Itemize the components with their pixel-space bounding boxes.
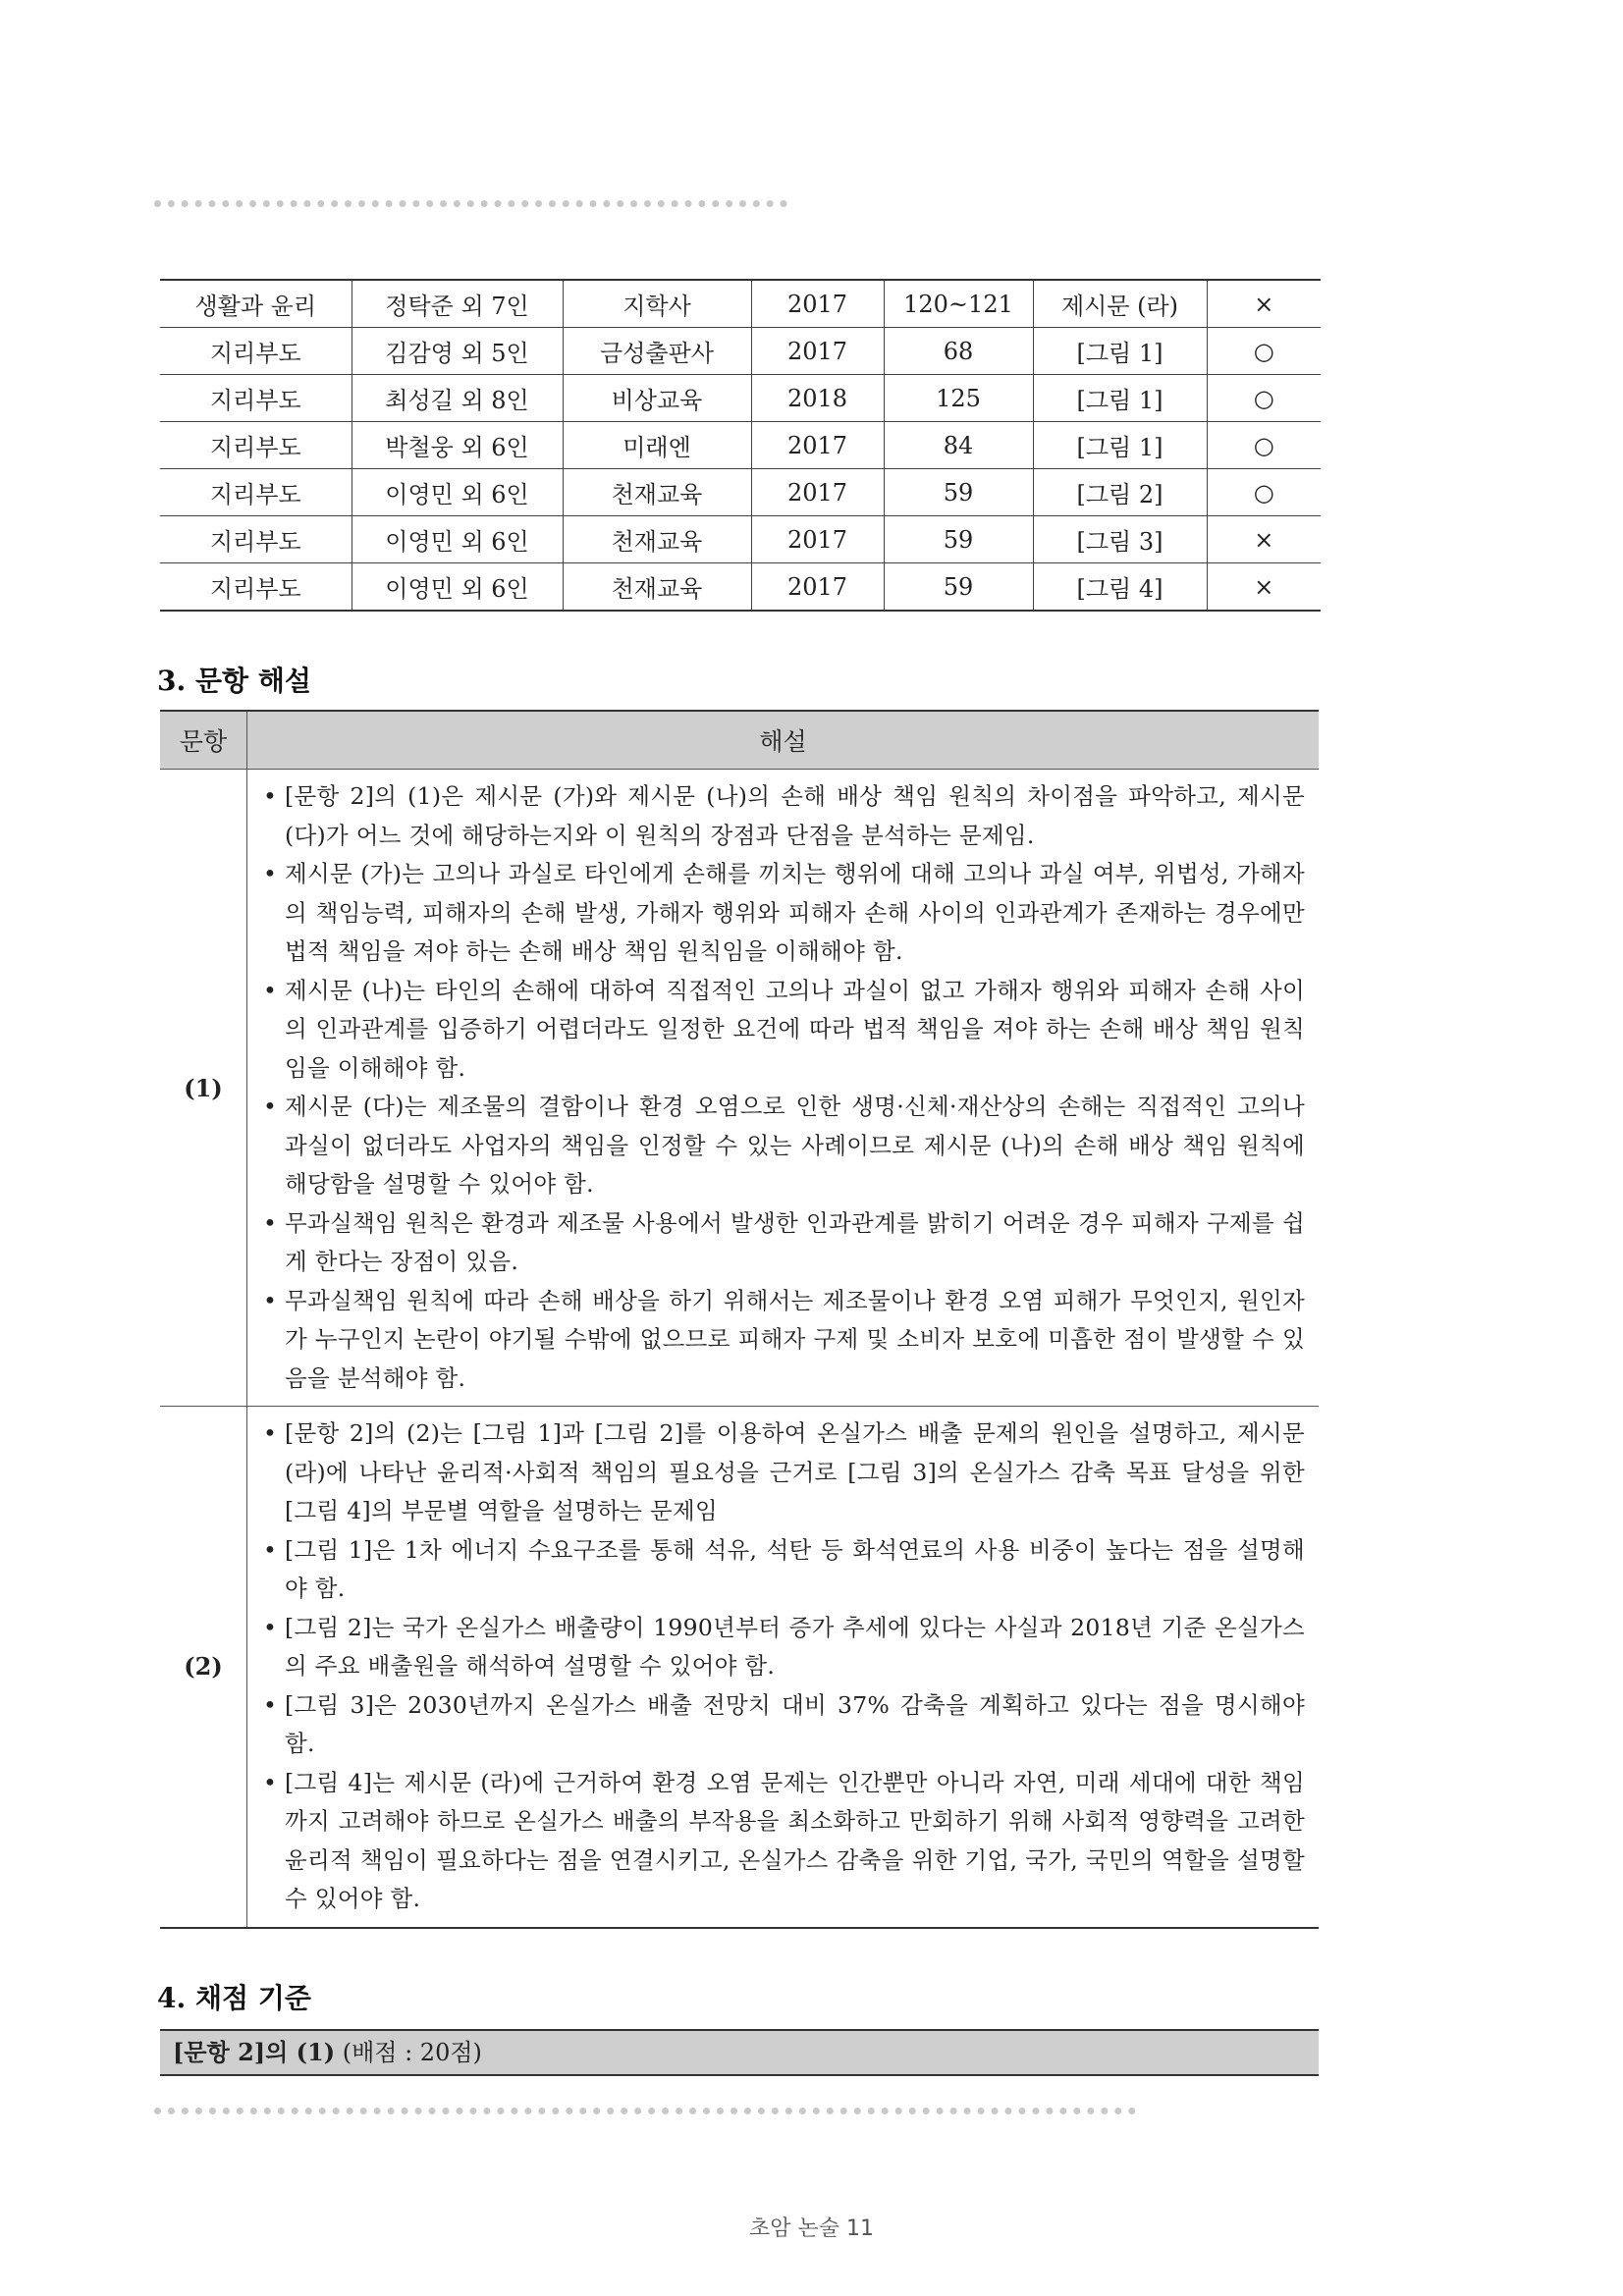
table-cell: 120~121: [884, 280, 1033, 328]
explanation-bullet: • 제시문 (가)는 고의나 과실로 타인에게 손해를 끼치는 행위에 대해 고의나 과실 여부, 위법성, 가해자의 책임능력, 피해자의 손해 발생, 가해자 행위와 피해자 손해 사이의 인과관계가 존재하는 경우에만 법적 책임을 져야 하는 손해 배상 책임 원칙임을 이해해야 함.: [261, 855, 1305, 972]
explanation-list: [261, 777, 1305, 1398]
table-cell: [그림 3]: [1033, 516, 1207, 563]
table-cell: 지학사: [563, 280, 751, 328]
table-cell: 박철웅 외 6인: [352, 422, 563, 469]
explanation-bullet: • 제시문 (다)는 제조물의 결함이나 환경 오염으로 인한 생명·신체·재산상의 손해는 직접적인 고의나 과실이 없더라도 사업자의 책임을 인정할 수 있는 사례이므로 제시문 (나)의 손해 배상 책임 원칙에 해당함을 설명할 수 있어야 함.: [261, 1088, 1305, 1204]
column-header-explanation: 해설: [247, 711, 1320, 770]
reference-table-body: [160, 280, 1321, 611]
table-cell: 이영민 외 6인: [352, 516, 563, 563]
explanation-row: [160, 1407, 1319, 1928]
explanation-cell: [247, 1407, 1320, 1928]
table-cell: 59: [884, 469, 1033, 516]
table-cell: ○: [1207, 375, 1321, 422]
table-cell: 2017: [751, 516, 884, 563]
table-cell: ○: [1207, 328, 1321, 375]
explanation-list: [261, 1415, 1305, 1919]
table-cell: 이영민 외 6인: [352, 563, 563, 612]
table-row: [160, 328, 1321, 375]
page-footer: 초암 논술 11: [749, 2216, 874, 2241]
table-cell: 최성길 외 8인: [352, 375, 563, 422]
table-cell: 84: [884, 422, 1033, 469]
table-row: [160, 422, 1321, 469]
table-row: [160, 516, 1321, 563]
table-cell: 2017: [751, 328, 884, 375]
table-cell: 지리부도: [160, 328, 352, 375]
explanation-bullet: • [그림 2]는 국가 온실가스 배출량이 1990년부터 증가 추세에 있다는 사실과 2018년 기준 온실가스의 주요 배출원을 해석하여 설명할 수 있어야 함.: [261, 1609, 1305, 1686]
table-cell: 지리부도: [160, 563, 352, 612]
table-cell: ×: [1207, 563, 1321, 612]
table-cell: 제시문 (라): [1033, 280, 1207, 328]
item-label: (1): [160, 770, 247, 1407]
table-cell: 천재교육: [563, 469, 751, 516]
explanation-header-row: [160, 711, 1319, 770]
table-cell: ×: [1207, 516, 1321, 563]
table-cell: [그림 1]: [1033, 328, 1207, 375]
table-cell: 125: [884, 375, 1033, 422]
table-cell: 금성출판사: [563, 328, 751, 375]
explanation-bullet: • 무과실책임 원칙은 환경과 제조물 사용에서 발생한 인과관계를 밝히기 어려운 경우 피해자 구제를 쉽게 한다는 장점이 있음.: [261, 1204, 1305, 1282]
table-cell: 생활과 윤리: [160, 280, 352, 328]
table-cell: [그림 2]: [1033, 469, 1207, 516]
table-cell: 천재교육: [563, 516, 751, 563]
table-row: [160, 469, 1321, 516]
explanation-bullet: • [문항 2]의 (1)은 제시문 (가)와 제시문 (나)의 손해 배상 책임 원칙의 차이점을 파악하고, 제시문 (다)가 어느 것에 해당하는지와 이 원칙의 장점과 단점을 분석하는 문제임.: [261, 777, 1305, 855]
table-cell: 지리부도: [160, 516, 352, 563]
top-dotted-rule: [154, 200, 787, 215]
explanation-table-body: [160, 770, 1319, 1928]
criteria-score-note: (배점 : 20점): [342, 2039, 482, 2066]
table-cell: 2018: [751, 375, 884, 422]
table-cell: [그림 1]: [1033, 375, 1207, 422]
criteria-item-bar: [160, 2029, 1319, 2076]
section-title-explanation: 3. 문항 해설: [157, 665, 311, 697]
table-cell: [그림 4]: [1033, 563, 1207, 612]
table-row: [160, 563, 1321, 612]
explanation-bullet: • [그림 3]은 2030년까지 온실가스 배출 전망치 대비 37% 감축을 계획하고 있다는 점을 명시해야 함.: [261, 1686, 1305, 1764]
table-cell: 2017: [751, 280, 884, 328]
explanation-bullet: • [그림 1]은 1차 에너지 수요구조를 통해 석유, 석탄 등 화석연료의 사용 비중이 높다는 점을 설명해야 함.: [261, 1531, 1305, 1609]
table-cell: 미래엔: [563, 422, 751, 469]
column-header-item: 문항: [160, 711, 247, 770]
explanation-row: [160, 770, 1319, 1407]
table-cell: ○: [1207, 422, 1321, 469]
explanation-bullet: • [그림 4]는 제시문 (라)에 근거하여 환경 오염 문제는 인간뿐만 아니라 자연, 미래 세대에 대한 책임까지 고려해야 하므로 온실가스 배출의 부작용을 최소화하고 만회하기 위해 사회적 영향력을 고려한 윤리적 책임이 필요하다는 점을 연결시키고, 온실가스 감축을 위한 기업, 국가, 국민의 역할을 설명할 수 있어야 함.: [261, 1764, 1305, 1919]
table-cell: ×: [1207, 280, 1321, 328]
explanation-cell: [247, 770, 1320, 1407]
explanation-bullet: • [문항 2]의 (2)는 [그림 1]과 [그림 2]를 이용하여 온실가스 배출 문제의 원인을 설명하고, 제시문 (라)에 나타난 윤리적·사회적 책임의 필요성을 근거로 [그림 3]의 온실가스 감축 목표 달성을 위한 [그림 4]의 부문별 역할을 설명하는 문제임: [261, 1415, 1305, 1531]
table-cell: ○: [1207, 469, 1321, 516]
criteria-item-label: [문항 2]의 (1): [173, 2038, 336, 2066]
table-cell: 59: [884, 563, 1033, 612]
table-cell: 김감영 외 5인: [352, 328, 563, 375]
table-cell: [그림 1]: [1033, 422, 1207, 469]
item-label: (2): [160, 1407, 247, 1928]
explanation-bullet: • 제시문 (나)는 타인의 손해에 대하여 직접적인 고의나 과실이 없고 가해자 행위와 피해자 손해 사이의 인과관계를 입증하기 어렵더라도 일정한 요건에 따라 법적 책임을 져야 하는 손해 배상 책임 원칙임을 이해해야 함.: [261, 972, 1305, 1089]
table-cell: 천재교육: [563, 563, 751, 612]
table-cell: 정탁준 외 7인: [352, 280, 563, 328]
table-cell: 지리부도: [160, 469, 352, 516]
table-cell: 이영민 외 6인: [352, 469, 563, 516]
table-cell: 68: [884, 328, 1033, 375]
table-row: [160, 375, 1321, 422]
section-title-criteria: 4. 채점 기준: [157, 1982, 311, 2014]
table-cell: 2017: [751, 422, 884, 469]
explanation-bullet: • 무과실책임 원칙에 따라 손해 배상을 하기 위해서는 제조물이나 환경 오염 피해가 무엇인지, 원인자가 누구인지 논란이 야기될 수밖에 없으므로 피해자 구제 및 소비자 보호에 미흡한 점이 발생할 수 있음을 분석해야 함.: [261, 1282, 1305, 1399]
reference-table: [160, 279, 1321, 612]
table-cell: 2017: [751, 469, 884, 516]
table-cell: 59: [884, 516, 1033, 563]
table-cell: 2017: [751, 563, 884, 612]
explanation-table: [160, 710, 1319, 1929]
table-cell: 비상교육: [563, 375, 751, 422]
bottom-dotted-rule: [154, 2108, 1136, 2122]
table-cell: 지리부도: [160, 422, 352, 469]
table-row: [160, 280, 1321, 328]
table-cell: 지리부도: [160, 375, 352, 422]
